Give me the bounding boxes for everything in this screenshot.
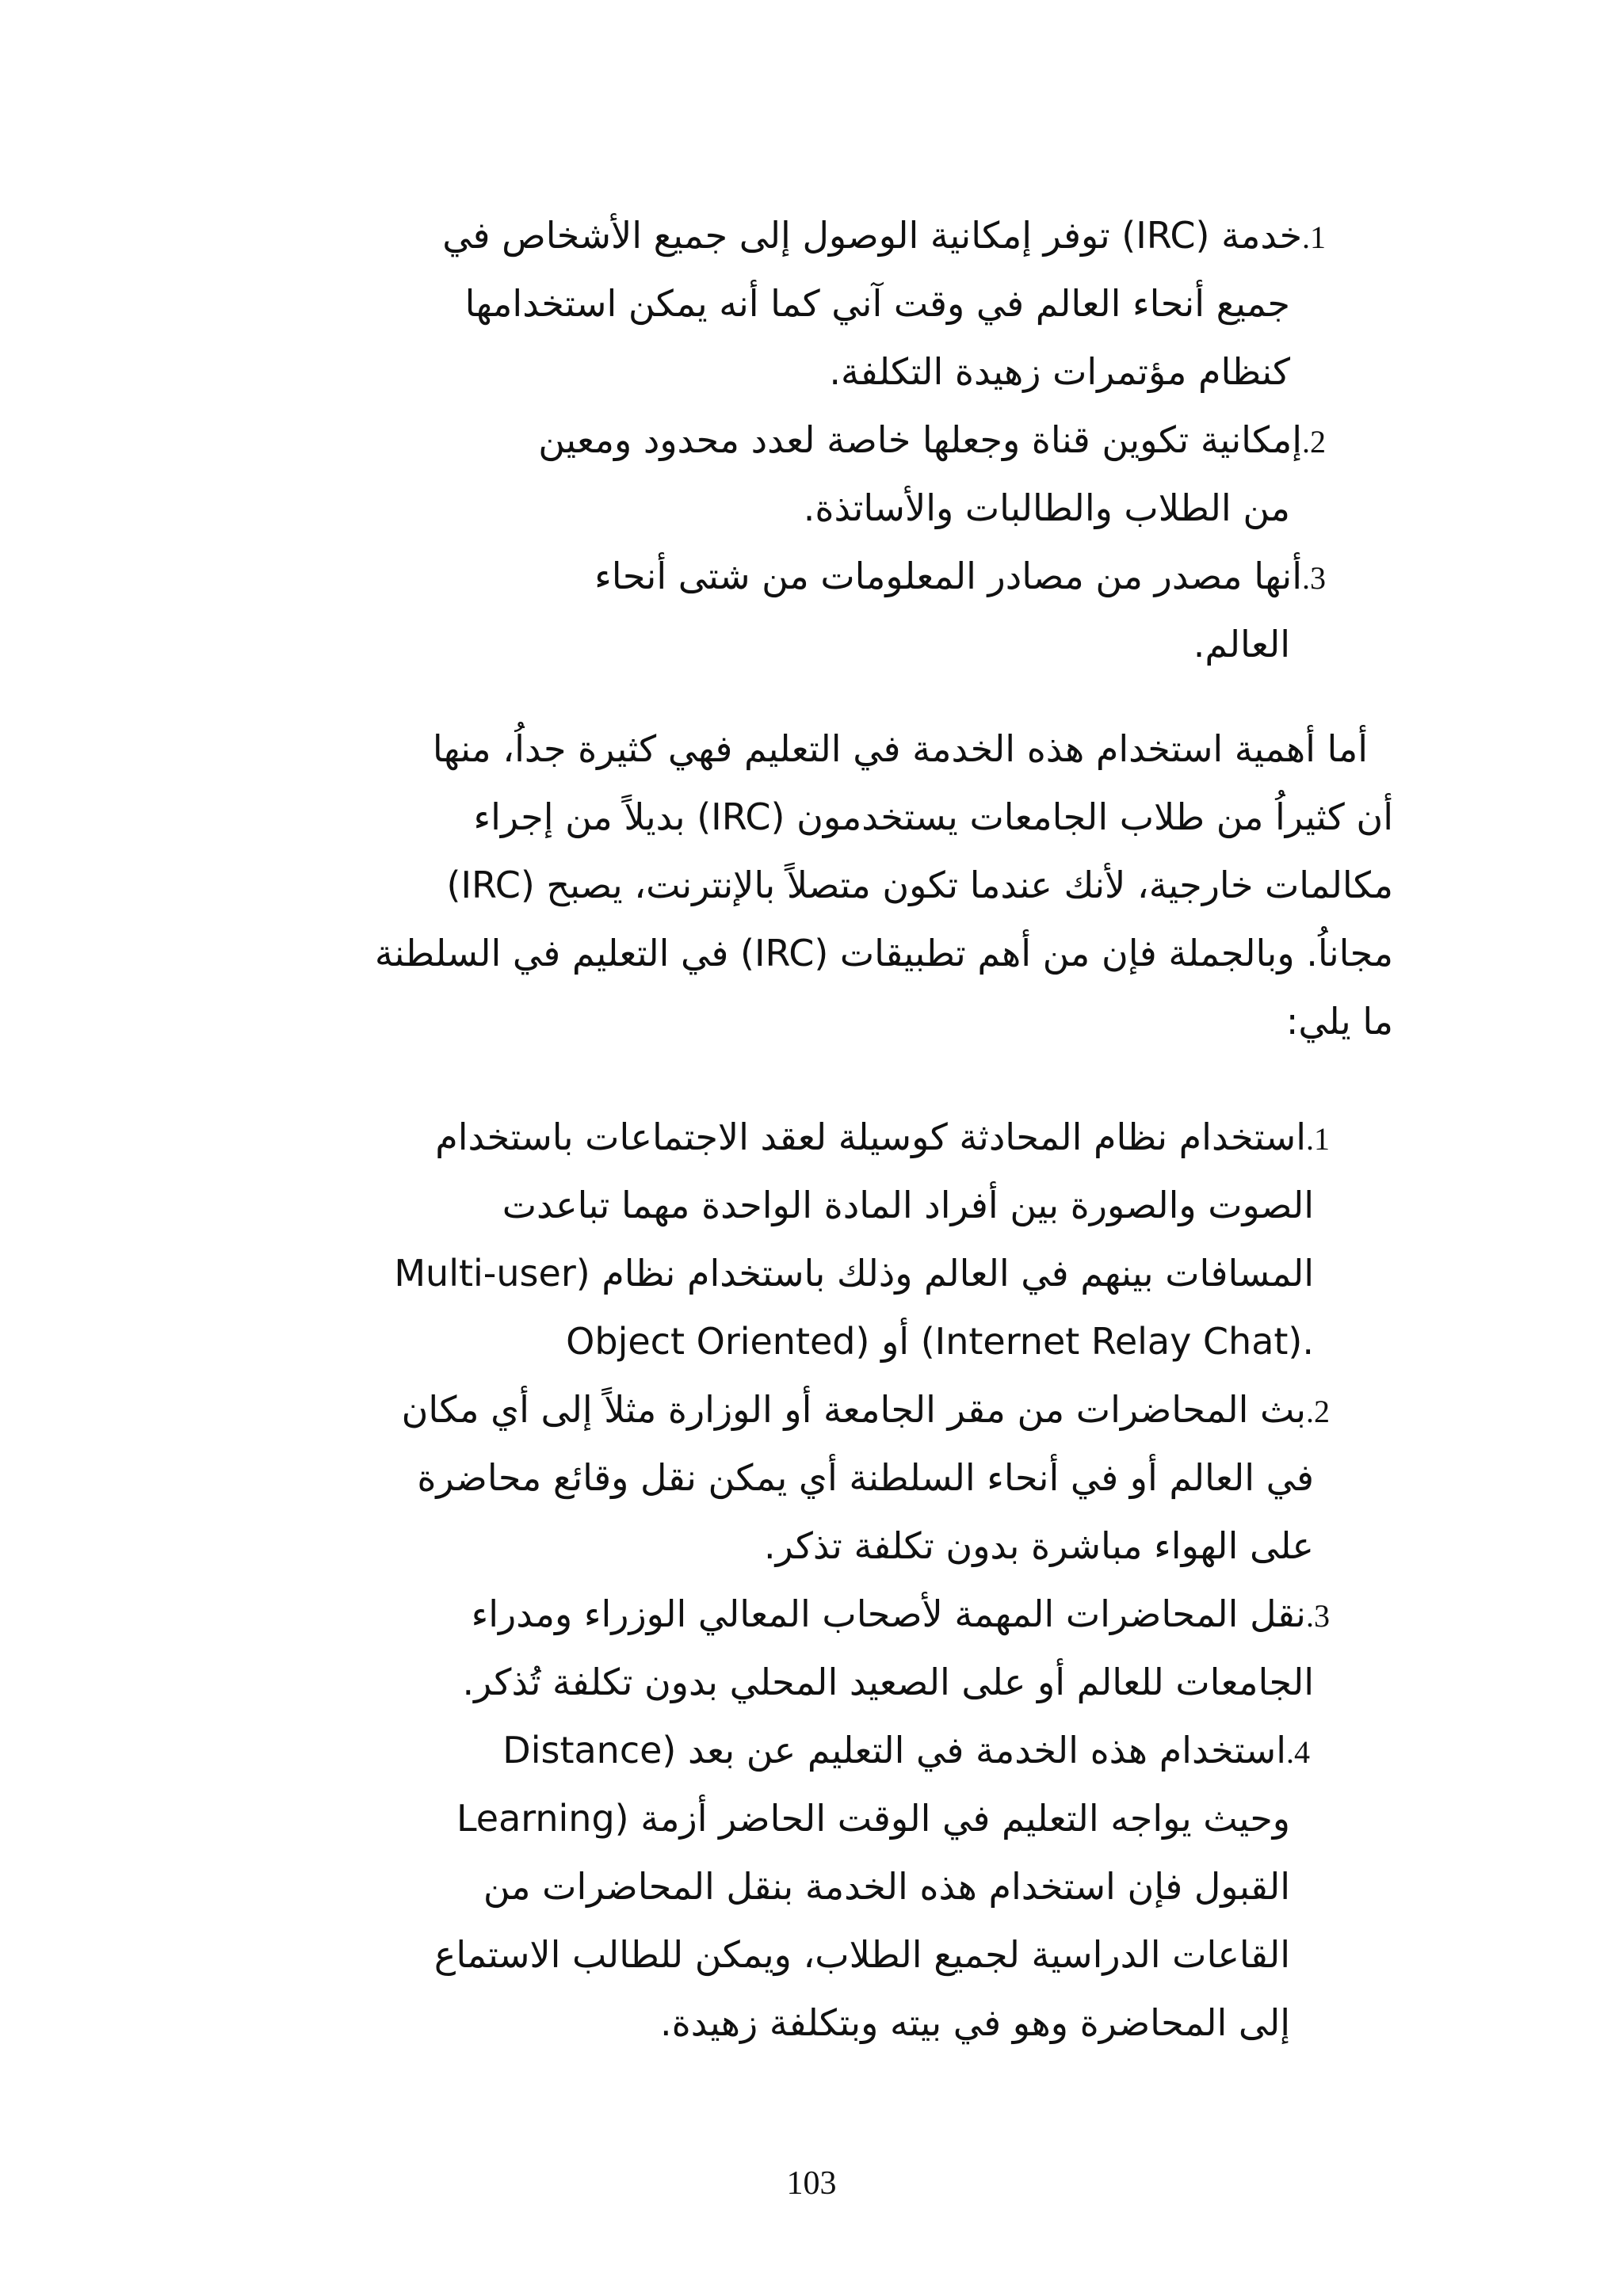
list-item <box>538 406 1326 474</box>
paragraph-line: مكالمات خارجية، لأنك عندما تكون متصلاً بالإنترنت، يصبح (IRC) <box>446 864 1393 906</box>
list-item <box>472 1580 1330 1648</box>
list-item-text: أنها مصدر من مصادر المعلومات من شتى أنحاء <box>594 555 1302 597</box>
list-item-continuation: العالم. <box>1193 623 1290 666</box>
list-item-number: 2. <box>1306 1394 1330 1429</box>
list-item-continuation: على الهواء مباشرة بدون تكلفة تذكر. <box>763 1524 1314 1567</box>
list-item-continuation: Learning) وحيث يواجه التعليم في الوقت الحاضر أزمة <box>456 1797 1290 1840</box>
list-item <box>402 1375 1330 1444</box>
list-item-continuation: القاعات الدراسية لجميع الطلاب، ويمكن للطالب الاستماع <box>433 1933 1290 1976</box>
list-item-number: 1. <box>1302 219 1326 255</box>
paragraph-line: مجاناُ. وبالجملة فإن من أهم تطبيقات (IRC) في التعليم في السلطنة <box>374 932 1393 974</box>
list-item-continuation: المسافات بينهم في العالم وذلك باستخدام نظام (Multi-user <box>394 1252 1314 1295</box>
list-item <box>594 542 1326 610</box>
list-item-text: خدمة (IRC) توفر إمكانية الوصول إلى جميع الأشخاص في <box>442 214 1302 257</box>
list-item-continuation: من الطلاب والطالبات والأساتذة. <box>803 486 1290 529</box>
paragraph-line: أن كثيراُ من طلاب الجامعات يستخدمون (IRC) بديلاً من إجراء <box>473 795 1393 838</box>
list-item-continuation: Object Oriented) أو (Internet Relay Chat). <box>566 1320 1314 1363</box>
list-item-continuation: جميع أنحاء العالم في وقت آني كما أنه يمكن استخدامها <box>464 282 1290 325</box>
paragraph-line: ما يلي: <box>1285 1000 1393 1043</box>
list-item-continuation: كنظام مؤتمرات زهيدة التكلفة. <box>829 350 1290 393</box>
list-item-number: 3. <box>1306 1598 1330 1634</box>
list-item-text: بث المحاضرات من مقر الجامعة أو الوزارة مثلاً إلى أي مكان <box>401 1388 1306 1431</box>
list-item <box>435 1103 1330 1171</box>
list-item-continuation: في العالم أو في أنحاء السلطنة أي يمكن نقل وقائع محاضرة <box>417 1456 1314 1499</box>
list-item-number: 3. <box>1302 560 1326 596</box>
list-item <box>502 1716 1310 1784</box>
page-number: 103 <box>786 2165 837 2202</box>
list-item-text: نقل المحاضرات المهمة لأصحاب المعالي الوزراء ومدراء <box>471 1592 1306 1635</box>
list-item-number: 4. <box>1286 1734 1310 1770</box>
list-item-continuation: الصوت والصورة بين أفراد المادة الواحدة مهما تباعدت <box>502 1184 1314 1226</box>
list-item-text: استخدام نظام المحادثة كوسيلة لعقد الاجتماعات باستخدام <box>435 1116 1306 1158</box>
list-item-number: 2. <box>1302 424 1326 460</box>
list-item-continuation: القبول فإن استخدام هذه الخدمة بنقل المحاضرات من <box>483 1865 1290 1908</box>
list-item-continuation: إلى المحاضرة وهو في بيته وبتكلفة زهيدة. <box>660 2001 1290 2044</box>
list-item-continuation: الجامعات للعالم أو على الصعيد المحلي بدون تكلفة تُذكر. <box>462 1661 1314 1703</box>
list-item-text: استخدام هذه الخدمة في التعليم عن بعد (Distance <box>502 1729 1286 1772</box>
paragraph-line: أما أهمية استخدام هذه الخدمة في التعليم فهي كثيرة جداُ، منها <box>432 727 1368 770</box>
list-item-number: 1. <box>1306 1121 1330 1157</box>
list-item-text: إمكانية تكوين قناة وجعلها خاصة لعدد محدود ومعين <box>538 418 1302 461</box>
list-item <box>442 201 1326 269</box>
